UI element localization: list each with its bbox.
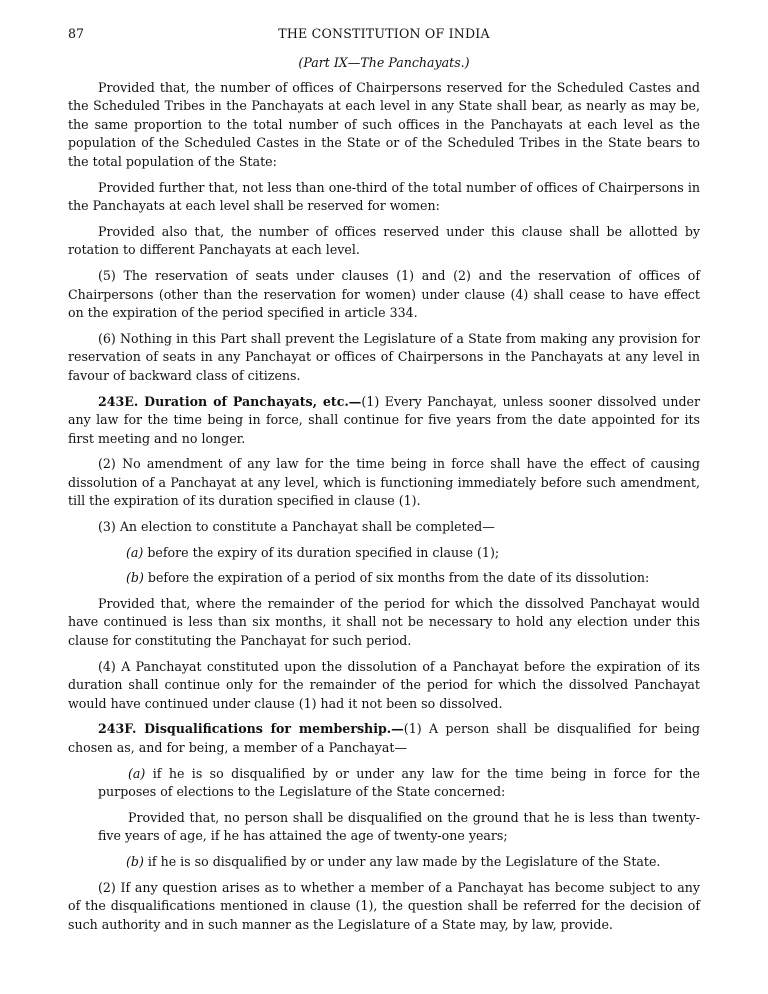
proviso-paragraph: Provided that, no person shall be disqualified on the ground that he is less than twenty-five years of age, if he has attained the age of twenty-one years; <box>98 809 700 844</box>
document-page <box>68 22 700 941</box>
clause-paragraph: (3) An election to constitute a Panchayat shall be completed— <box>98 519 495 535</box>
sub-clause-text: before the expiration of a period of six months from the date of its dissolution: <box>143 570 650 586</box>
section-243e <box>68 393 700 449</box>
section-heading: 243E. Duration of Panchayats, etc.— <box>98 393 362 409</box>
proviso-paragraph: Provided that, where the remainder of the period for which the dissolved Panchayat would have continued is less than six months, it shall not be necessary to hold any election under this clause for constituting the Panchayat for such period. <box>68 595 700 649</box>
clause-paragraph: (5) The reservation of seats under clauses (1) and (2) and the reservation of offices of Chairpersons (other than the reservation for women) under clause (4) shall cease to have effect on the expiration of the period specified in article 334. <box>68 267 700 321</box>
page-number: 87 <box>68 26 85 41</box>
sub-clause-text: if he is so disqualified by or under any law made by the Legislature of the State. <box>143 853 661 869</box>
sub-clause-marker: (a) <box>126 544 144 560</box>
sub-clause <box>68 544 700 563</box>
sub-clause <box>68 765 700 802</box>
part-subheading: (Part IX—The Panchayats.) <box>298 55 470 70</box>
section-243f <box>68 720 700 757</box>
clause-paragraph: (6) Nothing in this Part shall prevent the Legislature of a State from making any provision for reservation of seats in any Panchayat or offices of Chairpersons in the Panchayats at any level in favour of backward class of citizens. <box>68 330 700 383</box>
section-heading: 243F. Disqualifications for membership.— <box>98 721 404 737</box>
clause-paragraph: (4) A Panchayat constituted upon the dissolution of a Panchayat before the expiration of its duration shall continue only for the remainder of the period for which the dissolved Panchayat would have continued under clause (1) had it not been so dissolved. <box>68 658 700 711</box>
sub-clause-marker: (a) <box>128 765 146 781</box>
sub-clause <box>68 853 700 872</box>
sub-clause-marker: (b) <box>126 853 144 869</box>
sub-clause-text: before the expiry of its duration specified in clause (1); <box>143 544 500 560</box>
proviso-paragraph: Provided that, the number of offices of Chairpersons reserved for the Scheduled Castes and the Scheduled Tribes in the Panchayats at each level in any State shall bear, as nearly as may be, the same proportion to the total number of such offices in the Panchayats at each level as the population of the Scheduled Castes in the State or of the Scheduled Tribes in the State bears to the total population of the State: <box>68 79 700 169</box>
section-text: (1) A person shall be disqualified for being chosen as, and for being, a member of a Panchayat— <box>68 721 700 755</box>
running-head: THE CONSTITUTION OF INDIA <box>278 26 490 41</box>
sub-clause-marker: (b) <box>126 570 144 586</box>
sub-clause <box>68 569 700 588</box>
proviso-paragraph: Provided also that, the number of offices reserved under this clause shall be allotted by rotation to different Panchayats at each level. <box>68 223 700 258</box>
sub-clause-text: if he is so disqualified by or under any law for the time being in force for the purposes of elections to the Legislature of the State concerned: <box>98 765 700 800</box>
page-header <box>68 22 700 42</box>
proviso-paragraph: Provided further that, not less than one-third of the total number of offices of Chairpersons in the Panchayats at each level shall be reserved for women: <box>68 179 700 214</box>
clause-paragraph: (2) If any question arises as to whether a member of a Panchayat has become subject to any of the disqualifications mentioned in clause (1), the question shall be referred for the decision of such authority and in such manner as the Legislature of a State may, by law, provide. <box>68 879 700 932</box>
section-text: (1) Every Panchayat, unless sooner dissolved under any law for the time being in force, shall continue for five years from the date appointed for its first meeting and no longer. <box>68 393 700 446</box>
clause-paragraph: (2) No amendment of any law for the time being in force shall have the effect of causing dissolution of a Panchayat at any level, which is functioning immediately before such amendment, till the expiration of its duration specified in clause (1). <box>68 456 700 509</box>
